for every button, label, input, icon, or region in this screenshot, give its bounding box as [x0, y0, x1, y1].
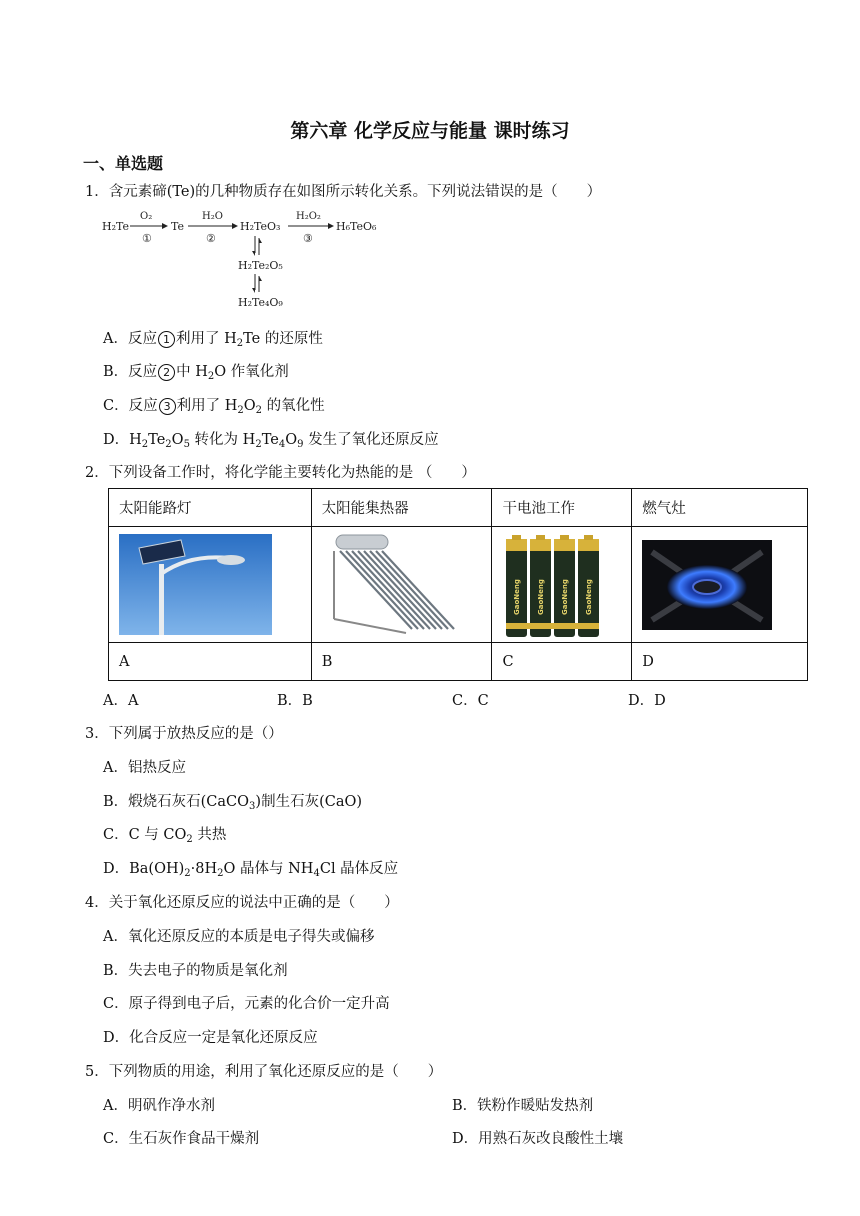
page-title: 第六章 化学反应与能量 课时练习 — [290, 120, 570, 142]
scheme-reagent-o2: O₂ — [140, 211, 153, 222]
q4-option-d: D．化合反应一定是氧化还原反应 — [103, 1030, 318, 1046]
q1-option-b: B．反应 2 中 $H_2O$ 作氧化剂 — [103, 364, 289, 382]
cell-solar-street-light-image — [109, 527, 312, 643]
section-heading: 一、单选题 — [83, 154, 164, 173]
scheme-step-3: ③ — [303, 232, 313, 245]
solar-water-heater-image — [322, 529, 462, 641]
letter-d: D — [632, 643, 808, 681]
q3-option-d: D．$Ba(OH)_2\cdot 8H_2O$ 晶体与 $NH_4Cl$ 晶体反应 — [103, 861, 399, 879]
q1-option-a: A．反应 1 利用了 $H_2Te$ 的还原性 — [103, 331, 323, 349]
question-1-stem — [85, 180, 601, 201]
q4-option-b: B．失去电子的物质是氧化剂 — [103, 963, 288, 979]
question-3-stem — [85, 722, 283, 743]
cell-dry-battery-image — [492, 527, 632, 643]
gas-stove-image — [642, 540, 772, 630]
question-number: 1． — [85, 184, 109, 200]
scheme-step-2: ② — [206, 232, 216, 245]
q5-option-a: A．明矾作净水剂 — [103, 1098, 215, 1114]
question-5-stem — [85, 1060, 442, 1081]
letter-a: A — [109, 643, 312, 681]
header-gas-stove: 燃气灶 — [632, 489, 808, 527]
cell-gas-stove-image — [632, 527, 808, 643]
devices-table — [108, 488, 808, 681]
dry-battery-image — [502, 531, 602, 639]
circled-number-1: 1 — [158, 331, 175, 348]
header-dry-battery: 干电池工作 — [492, 489, 632, 527]
letter-c: C — [492, 643, 632, 681]
question-text: 下列设备工作时，将化学能主要转化为热能的是 （ ） — [108, 465, 476, 481]
circled-number-3: 3 — [159, 398, 176, 415]
header-solar-water-heater: 太阳能集热器 — [311, 489, 492, 527]
q2-option-a: A．A — [103, 693, 139, 709]
q5-option-b: B．铁粉作暖贴发热剂 — [452, 1098, 594, 1114]
question-number: 2． — [85, 465, 109, 481]
battery-label-1: GaoNeng — [513, 578, 522, 615]
q4-option-c: C．原子得到电子后，元素的化合价一定升高 — [103, 996, 390, 1012]
scheme-h2teo3: H₂TeO₃ — [240, 220, 281, 233]
scheme-h6teo6: H₆TeO₆ — [336, 220, 377, 233]
scheme-te: Te — [171, 220, 184, 233]
scheme-reagent-h2o: H₂O — [202, 211, 223, 222]
scheme-step-1: ① — [142, 232, 152, 245]
q3-option-b: B．煅烧石灰石(CaCO$_3$)制生石灰(CaO) — [103, 794, 363, 812]
q1-option-c: C．反应 3 利用了 $H_2O_2$ 的氧化性 — [103, 398, 325, 416]
scheme-h2te2o5: H₂Te₂O₅ — [238, 259, 283, 272]
letter-b: B — [311, 643, 492, 681]
scheme-reagent-h2o2: H₂O₂ — [296, 211, 321, 222]
question-number: 4． — [85, 895, 109, 911]
question-number: 5． — [85, 1064, 109, 1080]
battery-label-4: GaoNeng — [585, 578, 594, 615]
cell-solar-water-heater-image — [311, 527, 492, 643]
header-solar-street-light: 太阳能路灯 — [109, 489, 312, 527]
battery-label-3: GaoNeng — [561, 578, 570, 615]
circled-number-2: 2 — [158, 364, 175, 381]
q2-option-c: C．C — [452, 693, 489, 709]
battery-label-2: GaoNeng — [537, 578, 546, 615]
question-text: 含元素碲(Te)的几种物质存在如图所示转化关系。下列说法错误的是（ ） — [108, 184, 602, 200]
question-text: 下列物质的用途，利用了氧化还原反应的是（ ） — [108, 1064, 443, 1080]
q5-option-c: C．生石灰作食品干燥剂 — [103, 1131, 260, 1147]
question-2-stem — [85, 461, 476, 482]
question-number: 3． — [85, 726, 109, 742]
q1-option-d: D．$H_2Te_2O_5$ 转化为 $H_2Te_4O_9$ 发生了氧化还原反应 — [103, 432, 439, 450]
solar-street-light-image — [119, 534, 272, 635]
scheme-h2te4o9: H₂Te₄O₉ — [238, 296, 283, 309]
q2-option-b: B．B — [277, 693, 313, 709]
q2-option-d: D．D — [628, 693, 666, 709]
tellurium-conversion-scheme — [100, 207, 390, 312]
q3-option-a: A．铝热反应 — [103, 760, 186, 776]
scheme-h2te: H₂Te — [102, 220, 129, 233]
q5-option-d: D．用熟石灰改良酸性土壤 — [452, 1131, 624, 1147]
question-4-stem — [85, 891, 399, 912]
q4-option-a: A．氧化还原反应的本质是电子得失或偏移 — [103, 929, 375, 945]
q3-option-c: C．C 与 $CO_2$ 共热 — [103, 827, 227, 845]
question-text: 下列属于放热反应的是（） — [108, 726, 283, 742]
question-text: 关于氧化还原反应的说法中正确的是（ ） — [108, 895, 399, 911]
